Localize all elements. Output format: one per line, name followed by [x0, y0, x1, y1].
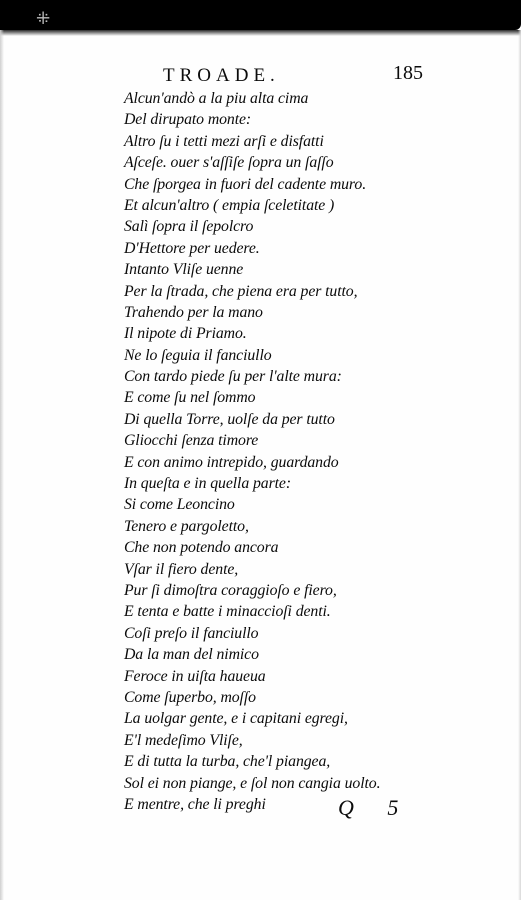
verse-line: E mentre, che li preghi — [124, 795, 266, 813]
verse-line: Coſi preſo il fanciullo — [124, 624, 259, 642]
verse-line: Feroce in uiſta haueua — [124, 667, 266, 685]
verse-line: In queſta e in quella parte: — [124, 475, 291, 493]
ornament-icon: ⁜ — [36, 9, 51, 29]
verse-line: Che ſporgea in fuori del cadente muro. — [124, 175, 367, 193]
verse-line: Vſar il fiero dente, — [124, 560, 239, 578]
running-head: TROADE. — [163, 65, 280, 86]
verse-line: Con tardo piede ſu per l'alte mura: — [124, 368, 342, 386]
verse-line: Di quella Torre, uolſe da per tutto — [124, 410, 335, 428]
verse-line: Pur ſi dimoſtra coraggioſo e fiero, — [124, 581, 337, 599]
verse-line: E con animo intrepido, guardando — [124, 453, 339, 471]
verse-line: E'l medeſimo Vliſe, — [124, 731, 243, 749]
verse-line: La uolgar gente, e i capitani egregi, — [124, 710, 348, 728]
verse-line: Et alcun'altro ( empia ſceletitate ) — [124, 196, 335, 214]
verse-line: Si come Leoncino — [124, 496, 235, 514]
verse-line: D'Hettore per uedere. — [124, 239, 260, 257]
verse-line: Intanto Vliſe uenne — [124, 261, 244, 279]
verse-line: Per la ſtrada, che piena era per tutto, — [124, 282, 358, 300]
verse-line: Gliocchi ſenza timore — [124, 432, 259, 450]
verse-line: Da la man del nimico — [124, 646, 259, 664]
scan-left-edge — [0, 30, 4, 900]
verse-line: Trahendo per la mano — [124, 303, 263, 321]
verse-line: E tenta e batte i minaccioſi denti. — [124, 603, 331, 621]
verse-line: Del dirupato monte: — [124, 111, 252, 129]
verse-line: Tenero e pargoletto, — [124, 517, 249, 535]
verse-line: E come ſu nel ſommo — [124, 389, 256, 407]
verse-line: Sol ei non piange, e ſol non cangia uolto. — [124, 774, 381, 792]
verse-block — [124, 88, 380, 815]
verse-line: Aſceſe. ouer s'aſſiſe ſopra un ſaſſo — [124, 154, 334, 172]
verse-line: Salì ſopra il ſepolcro — [124, 218, 254, 236]
verse-line: E di tutta la turba, che'l piangea, — [124, 753, 331, 771]
verse-line: Il nipote di Priamo. — [124, 325, 247, 343]
scan-top-border — [0, 0, 521, 30]
verse-line: Altro ſu i tetti mezi arſi e disfatti — [124, 132, 324, 150]
page-number: 185 — [393, 62, 423, 84]
signature-mark: Q 5 — [338, 795, 413, 820]
verse-line: Che non potendo ancora — [124, 539, 279, 557]
verse-line: Alcun'andò a la piu alta cima — [124, 90, 309, 107]
verse-line: Come ſuperbo, moſſo — [124, 688, 256, 706]
verse-line: Ne lo ſeguia il fanciullo — [124, 346, 272, 364]
